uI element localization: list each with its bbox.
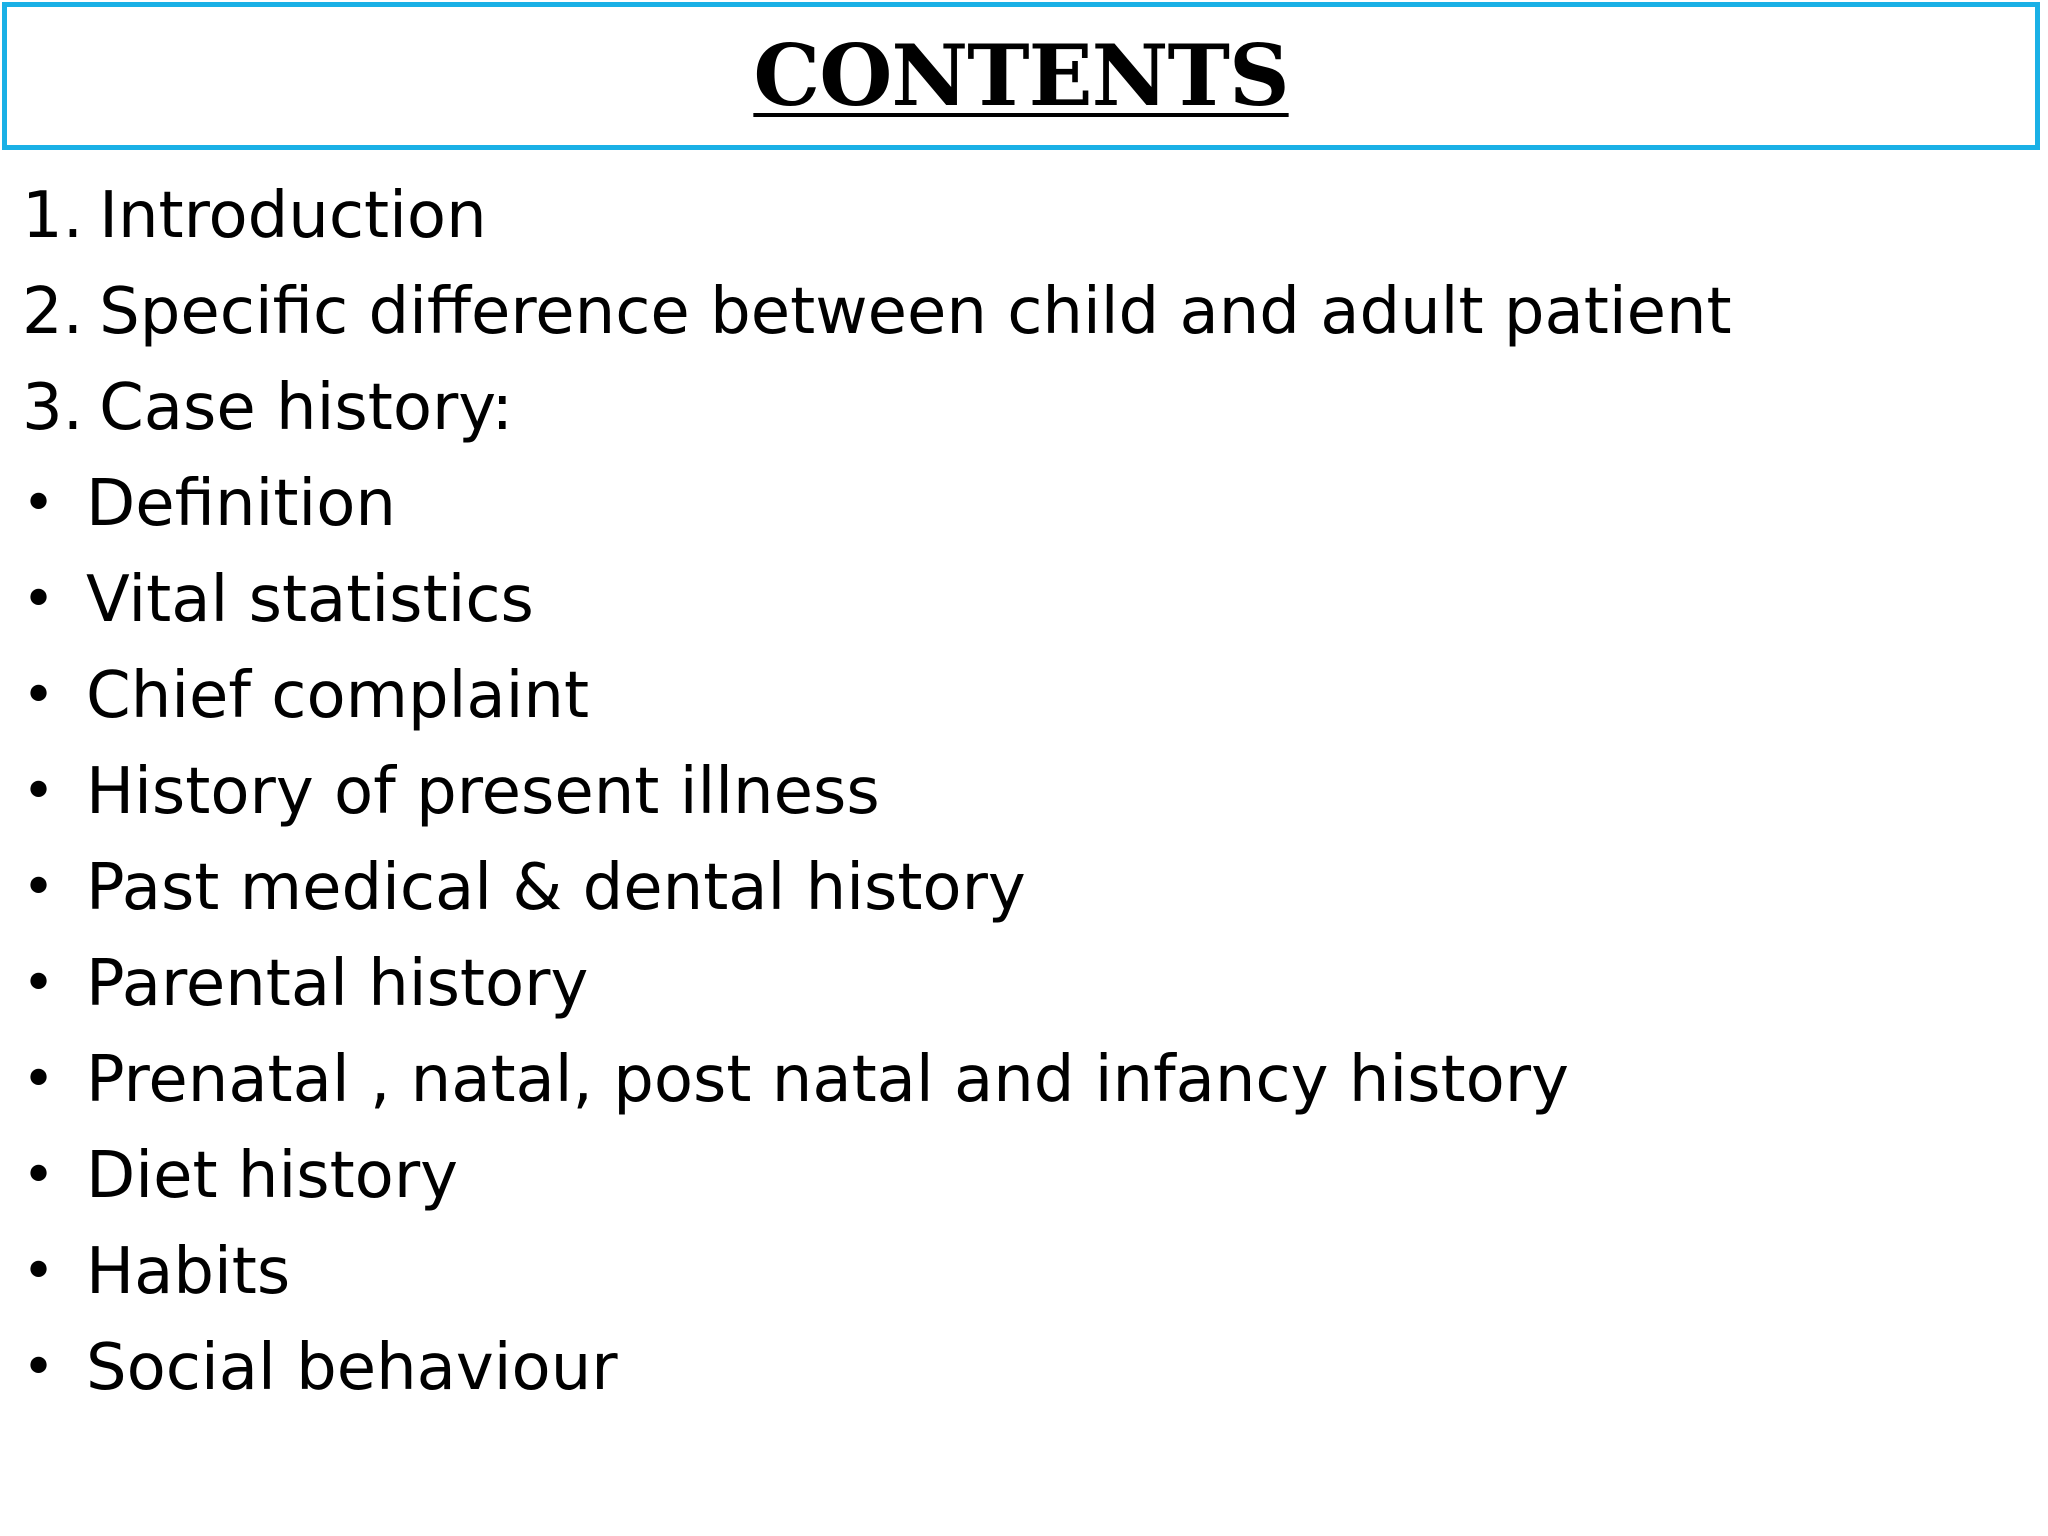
numbered-item bbox=[22, 264, 2022, 360]
item-number: 3. bbox=[22, 371, 84, 445]
bullet-item bbox=[22, 840, 2022, 936]
bullet-item bbox=[22, 456, 2022, 552]
bullet-icon: • bbox=[22, 759, 56, 824]
bullet-icon: • bbox=[22, 1335, 56, 1400]
numbered-item bbox=[22, 360, 2022, 456]
bullet-icon: • bbox=[22, 1239, 56, 1304]
item-number: 2. bbox=[22, 275, 84, 349]
item-label: Past medical & dental history bbox=[86, 851, 1026, 925]
bullet-icon: • bbox=[22, 663, 56, 728]
bullet-item bbox=[22, 744, 2022, 840]
item-number: 1. bbox=[22, 179, 84, 253]
item-label: Parental history bbox=[86, 947, 589, 1021]
title-box bbox=[2, 2, 2040, 150]
bullet-icon: • bbox=[22, 951, 56, 1016]
bullet-item bbox=[22, 1320, 2022, 1416]
contents-list bbox=[22, 168, 2022, 1416]
bullet-icon: • bbox=[22, 471, 56, 536]
bullet-item bbox=[22, 552, 2022, 648]
item-label: Case history: bbox=[99, 371, 514, 445]
bullet-item bbox=[22, 936, 2022, 1032]
numbered-item bbox=[22, 168, 2022, 264]
item-label: History of present illness bbox=[86, 755, 880, 829]
bullet-icon: • bbox=[22, 1143, 56, 1208]
bullet-item bbox=[22, 1032, 2022, 1128]
item-label: Introduction bbox=[99, 179, 487, 253]
item-label: Habits bbox=[86, 1235, 291, 1309]
bullet-icon: • bbox=[22, 567, 56, 632]
item-label: Prenatal , natal, post natal and infancy history bbox=[86, 1043, 1569, 1117]
page-title: CONTENTS bbox=[753, 26, 1289, 125]
item-label: Definition bbox=[86, 467, 396, 541]
item-label: Vital statistics bbox=[86, 563, 534, 637]
item-label: Specific difference between child and adult patient bbox=[99, 275, 1732, 349]
item-label: Chief complaint bbox=[86, 659, 590, 733]
bullet-icon: • bbox=[22, 1047, 56, 1112]
bullet-item bbox=[22, 1224, 2022, 1320]
item-label: Social behaviour bbox=[86, 1331, 618, 1405]
item-label: Diet history bbox=[86, 1139, 458, 1213]
bullet-item bbox=[22, 1128, 2022, 1224]
bullet-item bbox=[22, 648, 2022, 744]
bullet-icon: • bbox=[22, 855, 56, 920]
